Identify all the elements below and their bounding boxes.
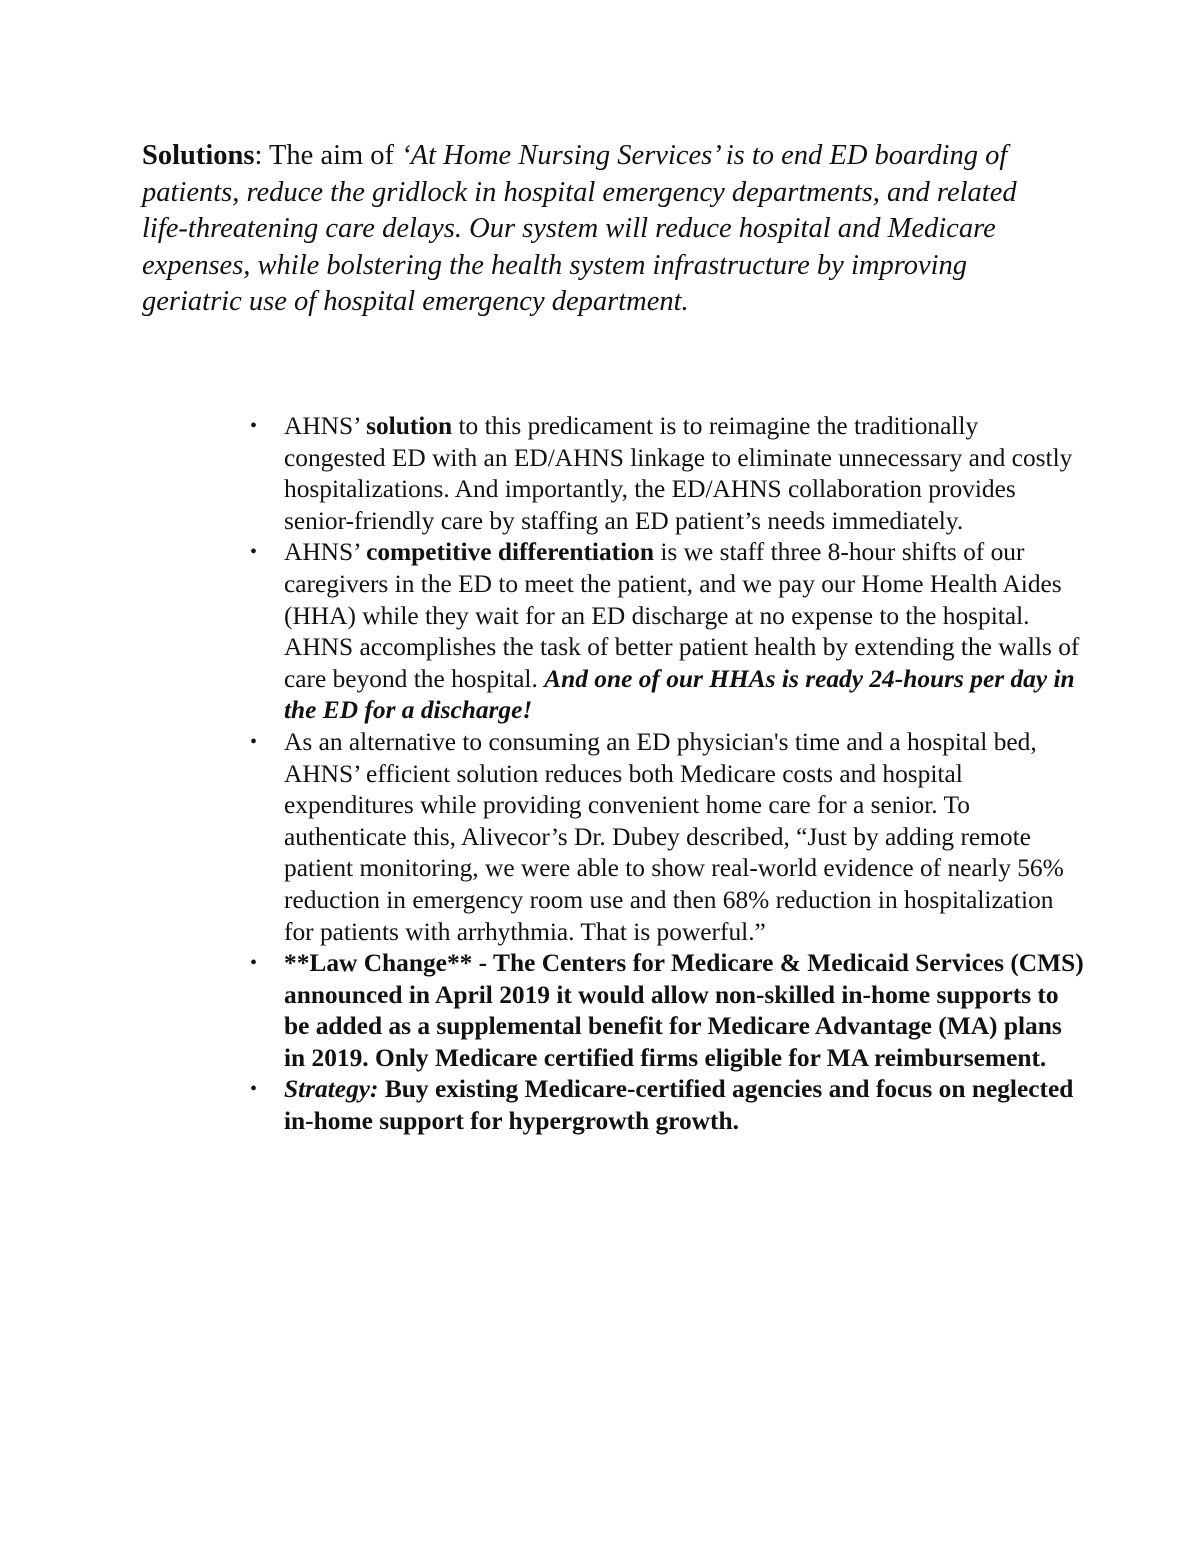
bullet-5-bold-italic: Strategy: [284, 1075, 379, 1104]
bullet-dot: • [250, 1078, 258, 1101]
bullet-item-law-change [250, 948, 1084, 1074]
bullet-2-post: is we staff three 8-hour shifts of our caregivers in the ED to meet the patient, and we pay our Home Health Aides (HHA) while they wait for an ED discharge at no expense to the hospital. AHNS accomplishes the task of better patient health by extending the walls of care beyond the hospital. [284, 538, 1080, 693]
solutions-label: Solutions [142, 140, 255, 171]
bullet-2-bold-italic: And one of our HHAs is ready 24-hours per day in the ED for a discharge! [284, 664, 1075, 725]
solutions-paragraph [142, 138, 1062, 321]
bullet-1-post: to this predicament is to reimagine the traditionally congested ED with an ED/AHNS linkage to eliminate unnecessary and costly hospitalizations. And importantly, the ED/AHNS collaboration provides senior-friendly care by staffing an ED patient’s needs immediately. [284, 412, 1073, 535]
bullet-5-bold: Buy existing Medicare-certified agencies and focus on neglected in-home support for hypergrowth growth. [284, 1075, 1074, 1136]
bullet-list [250, 411, 1084, 1138]
bullet-3-text: As an alternative to consuming an ED physician's time and a hospital bed, AHNS’ efficient solution reduces both Medicare costs and hospital expenditures while providing convenient home care for a senior. To authenticate this, Alivecor’s Dr. Dubey described, “Just by adding remote patient monitoring, we were able to show real-world evidence of nearly 56% reduction in emergency room use and then 68% reduction in hospitalization for patients with arrhythmia. That is powerful.” [284, 727, 1064, 946]
solutions-italic-text: ‘At Home Nursing Services’ is to end ED boarding of patients, reduce the gridlock in hospital emergency departments, and related life-threatening care delays. Our system will reduce hospital and Medicare expenses, while bolstering the health system infrastructure by improving geriatric use of hospital emergency department. [142, 140, 1017, 317]
bullet-item-alternative [250, 727, 1084, 948]
bullet-1-bold: solution [366, 412, 453, 440]
bullet-1-pre: AHNS’ [284, 412, 367, 440]
solutions-plain-text: The aim of [269, 140, 402, 171]
bullet-item-competitive-differentiation [250, 537, 1084, 727]
bullet-4-bold: **Law Change** - The Centers for Medicare & Medicaid Services (CMS) announced in April 2019 it would allow non-skilled in-home supports to be added as a supplemental benefit for Medicare Advantage (MA) plans in 2019. Only Medicare certified firms eligible for MA reimbursement. [284, 949, 1084, 1072]
bullet-2-pre: AHNS’ [284, 538, 367, 567]
bullet-dot: • [250, 415, 258, 437]
bullet-item-solution [250, 411, 1084, 537]
bullet-dot: • [250, 730, 258, 753]
bullet-2-bold: competitive differentiation [366, 538, 654, 567]
bullet-dot: • [250, 541, 258, 564]
bullet-item-strategy [250, 1074, 1084, 1137]
bullet-dot: • [250, 952, 258, 975]
solutions-colon: : [254, 140, 270, 171]
